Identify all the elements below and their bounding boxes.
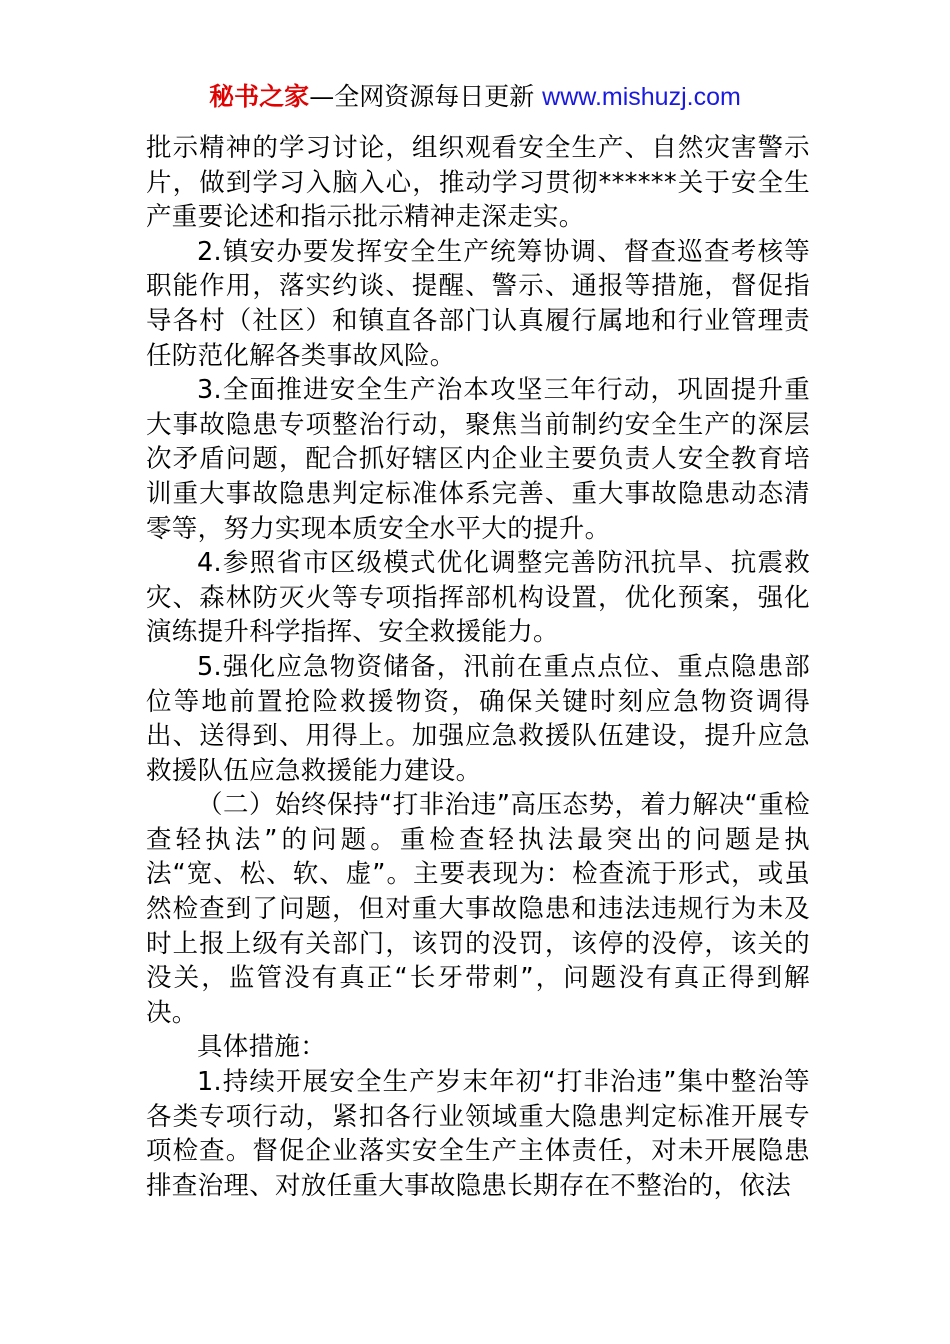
site-brand: 秘书之家: [209, 82, 310, 111]
page-header: [0, 80, 950, 114]
site-url-link[interactable]: www.mishuzj.com: [542, 83, 741, 111]
section-heading-2: （二）始终保持“打非治违”高压态势，着力解决“重检查轻执法”的问题。重检查轻执法最突出的问题是执法“宽、松、软、虚”。主要表现为：检查流于形式，或虽然检查到了问题，但对重大事故隐患和违法违规行为未及时上报上级有关部门，该罚的没罚，该停的没停，该关的没关，监管没有真正“长牙带刺”，问题没有真正得到解决。: [146, 790, 810, 1028]
paragraph-item-4: 4.参照省市区级模式优化调整完善防汛抗旱、抗震救灾、森林防灭火等专项指挥部机构设置，优化预案，强化演练提升科学指挥、安全救援能力。: [146, 548, 810, 648]
paragraph-continuation: 批示精神的学习讨论，组织观看安全生产、自然灾害警示片，做到学习入脑入心，推动学习贯彻******关于安全生产重要论述和指示批示精神走深走实。: [146, 133, 810, 233]
paragraph-item-2: 2.镇安办要发挥安全生产统筹协调、督查巡查考核等职能作用，落实约谈、提醒、警示、通报等措施，督促指导各村（社区）和镇直各部门认真履行属地和行业管理责任防范化解各类事故风险。: [146, 236, 810, 371]
paragraph-item-3: 3.全面推进安全生产治本攻坚三年行动，巩固提升重大事故隐患专项整治行动，聚焦当前制约安全生产的深层次矛盾问题，配合抓好辖区内企业主要负责人安全教育培训重大事故隐患判定标准体系完善、重大事故隐患动态清零等，努力实现本质安全水平大的提升。: [146, 375, 810, 544]
site-tagline: —全网资源每日更新: [309, 82, 535, 111]
document-body: [146, 131, 810, 1203]
measures-label: 具体措施：: [197, 1032, 327, 1063]
paragraph-measure-1: 1.持续开展安全生产岁末年初“打非治违”集中整治等各类专项行动，紧扣各行业领域重大隐患判定标准开展专项检查。督促企业落实安全生产主体责任，对未开展隐患排查治理、对放任重大事故隐患长期存在不整治的，依法: [146, 1067, 810, 1201]
paragraph-item-5: 5.强化应急物资储备，汛前在重点点位、重点隐患部位等地前置抢险救援物资，确保关键时刻应急物资调得出、送得到、用得上。加强应急救援队伍建设，提升应急救援队伍应急救援能力建设。: [146, 651, 810, 786]
